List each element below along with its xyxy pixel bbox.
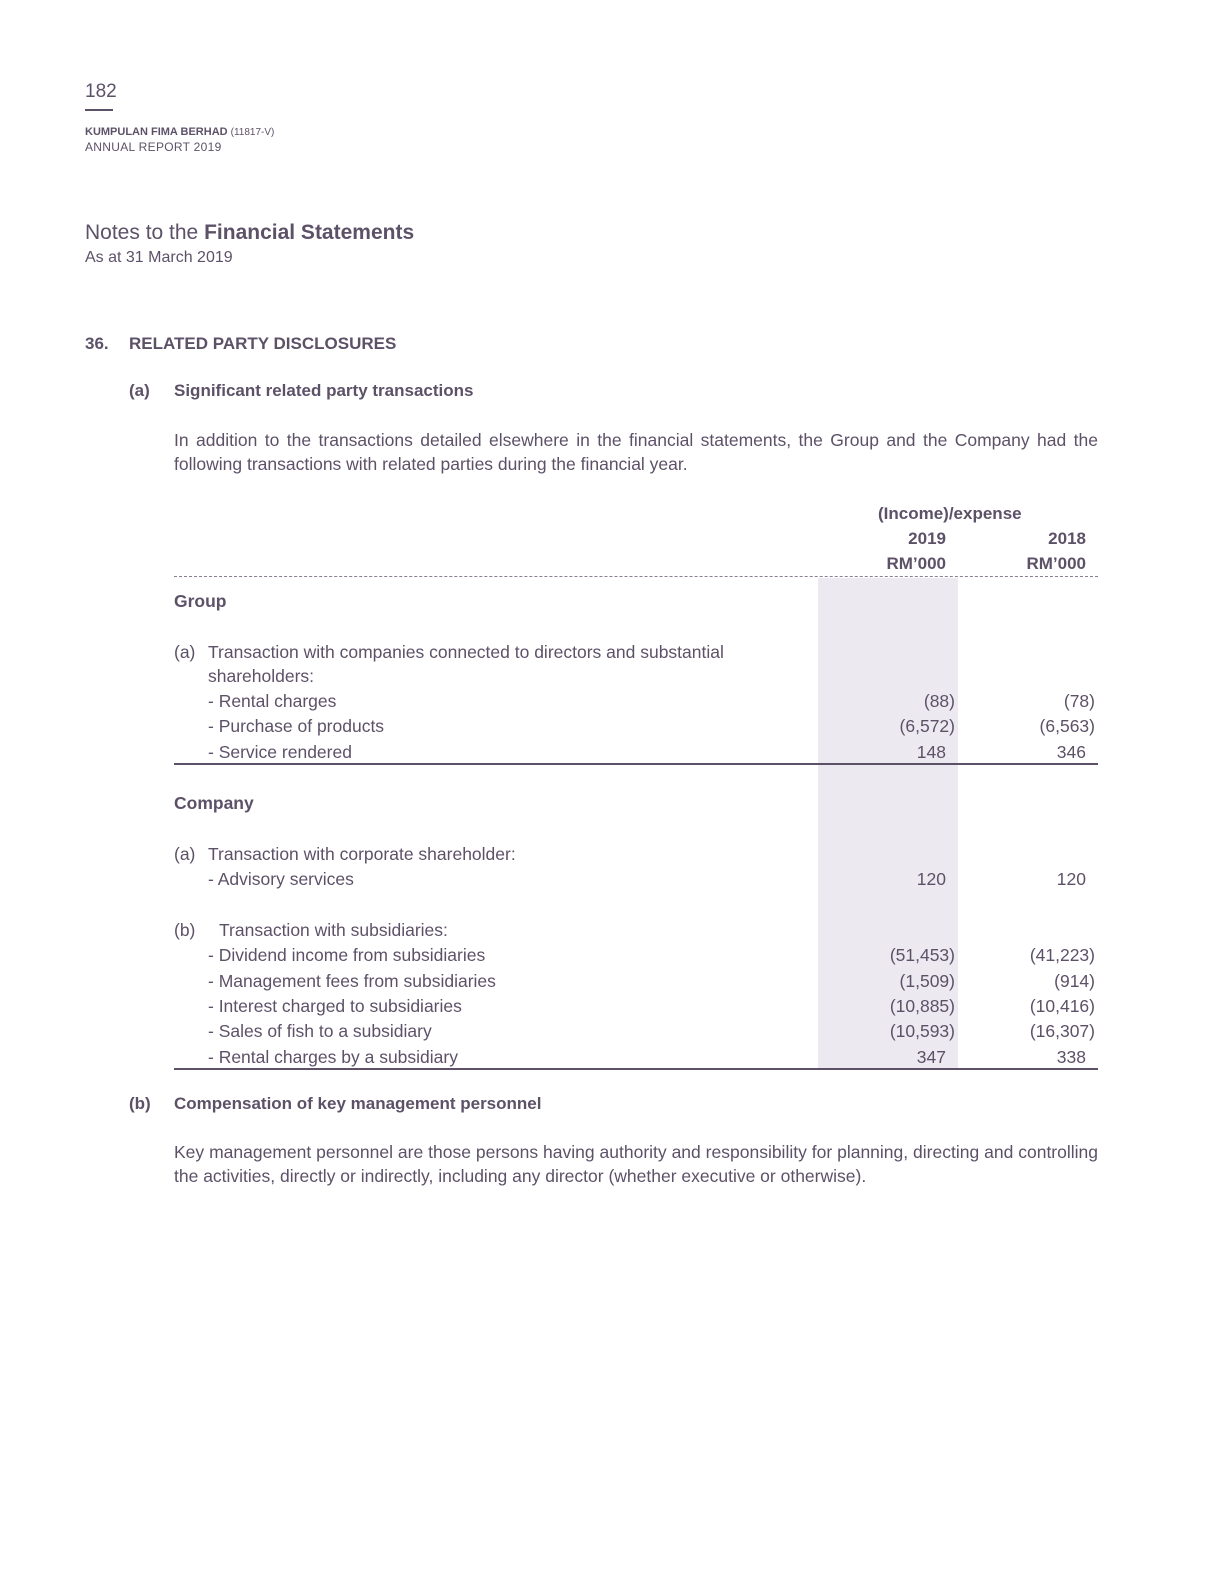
group-a-line1: Transaction with companies connected to directors and substantial: [208, 642, 724, 662]
company-reg: (11817-V): [230, 127, 275, 138]
table-cell-2019: (88): [923, 691, 955, 711]
table-cell-2019: 148: [916, 742, 946, 762]
header-2019-unit: RM’000: [886, 554, 946, 573]
subsection-b-label: (b): [129, 1094, 151, 1113]
group-heading: Group: [174, 591, 227, 611]
table-cell-2019: 347: [916, 1047, 946, 1067]
table-cell-2019: (51,453): [889, 945, 955, 965]
section-number: 36.: [85, 334, 109, 353]
notes-title: [85, 221, 414, 245]
header-dashed-rule: [174, 576, 1098, 577]
company-heading: Company: [174, 793, 254, 813]
table-cell-2018: (10,416): [1029, 996, 1095, 1016]
table-cell-2019: (1,509): [899, 971, 955, 991]
subsection-b-title: Compensation of key management personnel: [174, 1094, 542, 1113]
subsection-a-text: In addition to the transactions detailed elsewhere in the financial statements, the Group and the Company had the following transactions with related parties during the financial year.: [174, 430, 1098, 474]
notes-date: As at 31 March 2019: [85, 249, 233, 266]
table-row-label: - Rental charges by a subsidiary: [208, 1047, 458, 1067]
table-row-label: - Management fees from subsidiaries: [208, 971, 496, 991]
company-line: [85, 126, 274, 139]
group-a-label: (a): [174, 642, 196, 662]
notes-title-prefix: Notes to the: [85, 221, 199, 244]
table-row-label: - Advisory services: [208, 869, 354, 889]
header-2018-unit: RM’000: [1026, 554, 1086, 573]
table-cell-2019: 120: [916, 869, 946, 889]
table-cell-2018: (41,223): [1029, 945, 1095, 965]
table-cell-2019: (6,572): [899, 716, 955, 736]
section-title: RELATED PARTY DISCLOSURES: [129, 334, 397, 353]
table-cell-2018: 338: [1056, 1047, 1086, 1067]
company-b-label: (b): [174, 920, 196, 940]
company-a-label: (a): [174, 844, 196, 864]
subsection-a-title: Significant related party transactions: [174, 381, 474, 400]
table-row-label: - Purchase of products: [208, 716, 385, 736]
header-2019-year: 2019: [908, 529, 946, 548]
table-row-label: - Sales of fish to a subsidiary: [208, 1021, 432, 1041]
table-cell-2018: 346: [1056, 742, 1086, 762]
table-cell-2018: (16,307): [1029, 1021, 1095, 1041]
group-total-rule: [174, 763, 1098, 765]
table-row-label: - Rental charges: [208, 691, 337, 711]
company-b-text: Transaction with subsidiaries:: [219, 920, 448, 940]
group-a-line2: shareholders:: [208, 666, 315, 686]
table-cell-2018: (914): [1054, 971, 1095, 991]
table-cell-2018: (78): [1063, 691, 1095, 711]
header-2018-year: 2018: [1048, 529, 1086, 548]
company-total-rule: [174, 1068, 1098, 1070]
table-cell-2018: (6,563): [1039, 716, 1095, 736]
company-name: KUMPULAN FIMA BERHAD: [85, 126, 228, 138]
notes-title-bold: Financial Statements: [204, 221, 415, 244]
subsection-a-label: (a): [129, 381, 150, 400]
page-number-rule: [85, 109, 113, 111]
table-cell-2019: (10,593): [889, 1021, 955, 1041]
subsection-b-text: Key management personnel are those persons having authority and responsibility for planning, directing and controlling the activities, directly or indirectly, including any director (whether executive or otherwise).: [174, 1142, 1098, 1186]
table-row-label: - Service rendered: [208, 742, 352, 762]
header-income-expense: (Income)/expense: [878, 504, 1022, 523]
page-number: 182: [85, 81, 117, 102]
table-row-label: - Interest charged to subsidiaries: [208, 996, 462, 1016]
table-cell-2019: (10,885): [889, 996, 955, 1016]
company-a-text: Transaction with corporate shareholder:: [208, 844, 516, 864]
table-cell-2018: 120: [1056, 869, 1086, 889]
report-title: ANNUAL REPORT 2019: [85, 140, 222, 154]
table-row-label: - Dividend income from subsidiaries: [208, 945, 486, 965]
